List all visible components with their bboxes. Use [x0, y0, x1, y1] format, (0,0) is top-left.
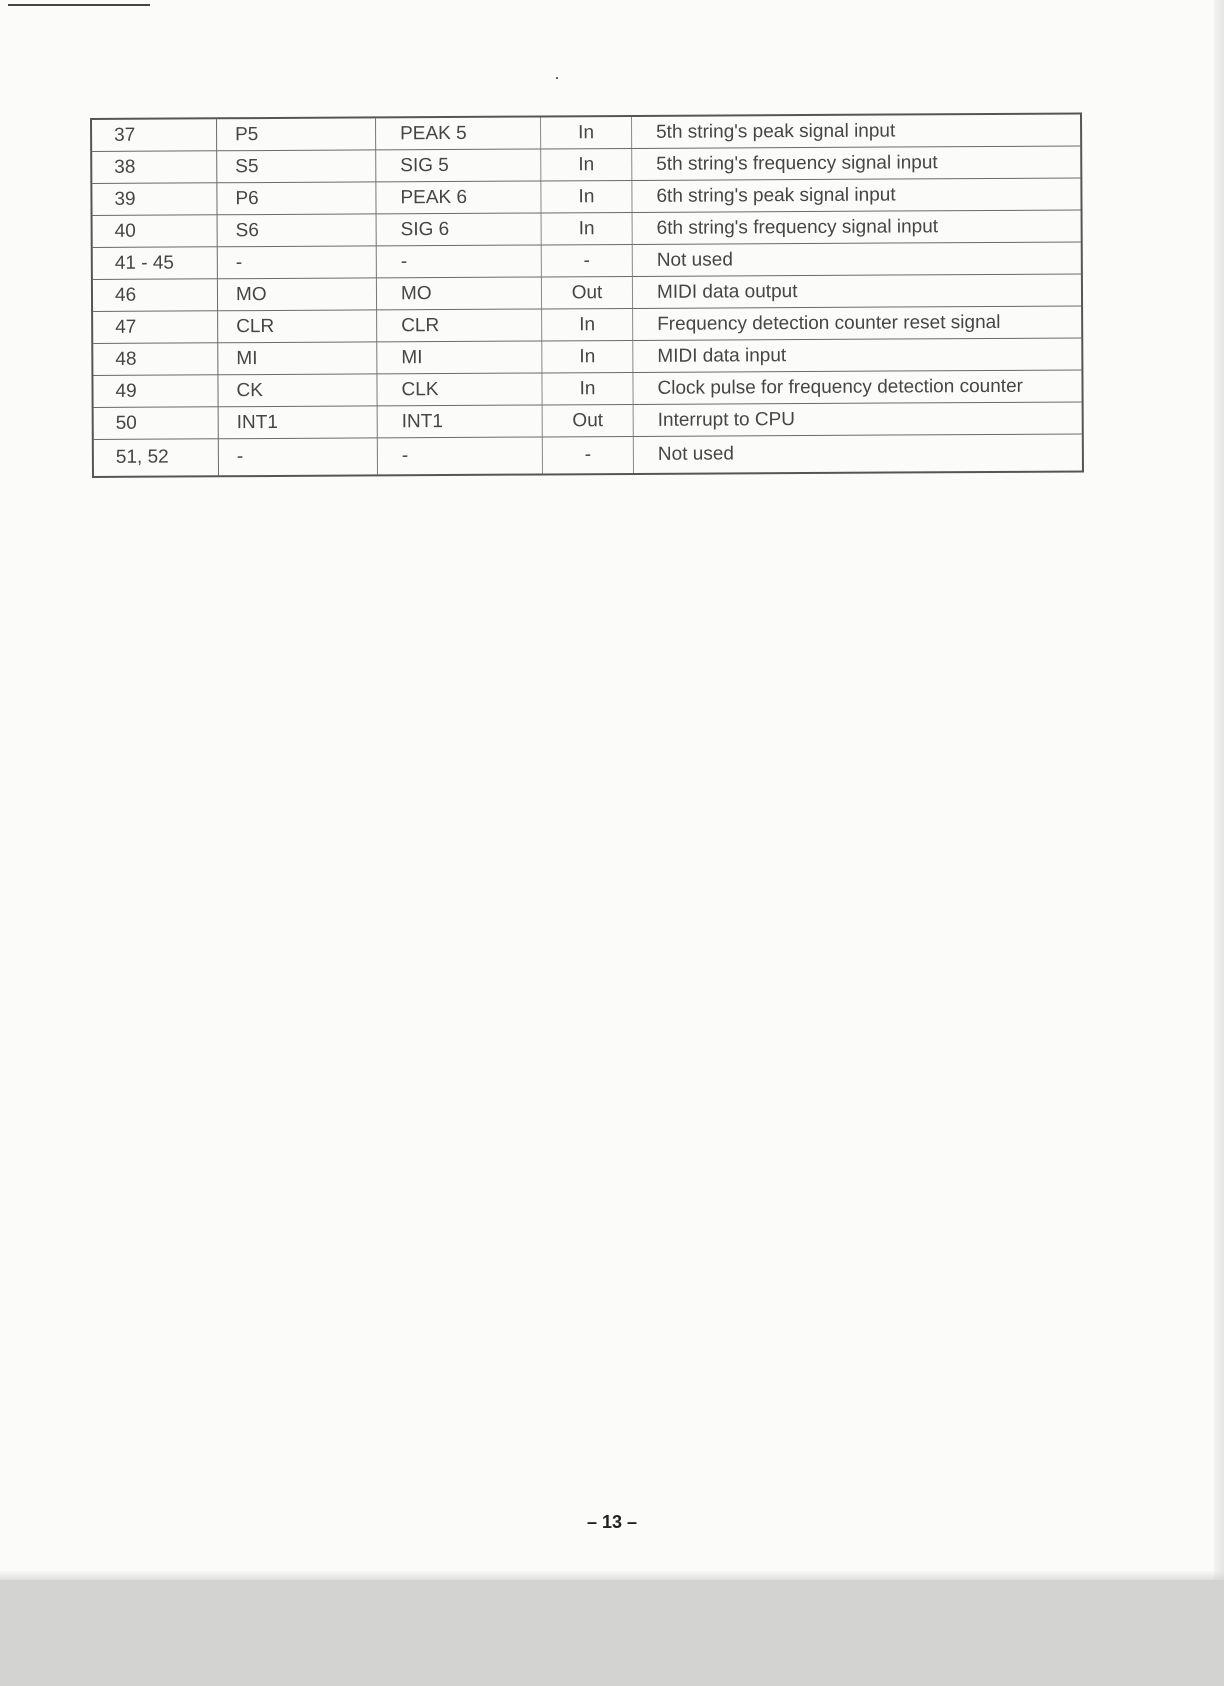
pin-number-cell: 50	[93, 407, 219, 440]
pin-description-table	[90, 112, 1084, 478]
pin-io-cell: In	[542, 340, 633, 373]
pin-number-cell: 41 - 45	[92, 247, 218, 280]
pin-symbol-cell: S6	[217, 214, 376, 247]
pin-symbol-cell: -	[218, 438, 377, 476]
pin-description-cell: MIDI data output	[632, 274, 1082, 309]
pin-name-cell: INT1	[377, 405, 542, 438]
pin-description-cell: Frequency detection counter reset signal	[633, 306, 1083, 341]
pin-io-cell: In	[540, 116, 631, 149]
pin-io-cell: In	[541, 148, 632, 181]
pin-io-cell: In	[541, 212, 632, 245]
pin-io-cell: Out	[541, 276, 632, 309]
pin-name-cell: SIG 6	[376, 213, 541, 246]
pin-number-cell: 47	[92, 311, 218, 344]
table-row	[93, 434, 1083, 477]
pin-symbol-cell: MI	[218, 342, 377, 375]
header-rule	[8, 4, 150, 6]
pin-symbol-cell: -	[217, 246, 376, 279]
pin-number-cell: 39	[91, 183, 217, 216]
pin-symbol-cell: CLR	[218, 310, 377, 343]
pin-io-cell: -	[541, 244, 632, 277]
pin-symbol-cell: S5	[217, 150, 376, 183]
page-edge	[1214, 0, 1224, 1580]
pin-name-cell: -	[377, 437, 542, 475]
pin-name-cell: CLK	[377, 373, 542, 406]
scanner-background	[0, 1580, 1224, 1686]
table-row	[91, 113, 1081, 151]
pin-symbol-cell: CK	[218, 374, 377, 407]
pin-io-cell: In	[542, 372, 633, 405]
pin-description-cell: 5th string's peak signal input	[631, 113, 1081, 148]
pin-description-cell: Clock pulse for frequency detection counter	[633, 370, 1083, 405]
pin-name-cell: PEAK 6	[376, 181, 541, 214]
pin-symbol-cell: P5	[217, 117, 376, 150]
pin-symbol-cell: P6	[217, 182, 376, 215]
pin-io-cell: In	[542, 308, 633, 341]
pin-name-cell: MO	[376, 277, 541, 310]
pin-number-cell: 38	[91, 151, 217, 184]
pin-number-cell: 46	[92, 279, 218, 312]
pin-name-cell: MI	[377, 341, 542, 374]
pin-description-cell: Not used	[632, 242, 1082, 277]
pin-symbol-cell: MO	[217, 278, 376, 311]
pin-description-cell: 6th string's frequency signal input	[632, 210, 1082, 245]
pin-io-cell: -	[542, 436, 633, 474]
pin-name-cell: SIG 5	[376, 149, 541, 182]
pin-number-cell: 37	[91, 118, 217, 151]
pin-name-cell: CLR	[377, 309, 542, 342]
pin-number-cell: 49	[92, 375, 218, 408]
pin-number-cell: 48	[92, 343, 218, 376]
pin-description-cell: MIDI data input	[633, 338, 1083, 373]
pin-number-cell: 40	[92, 215, 218, 248]
pin-number-cell: 51, 52	[93, 439, 219, 477]
pin-io-cell: Out	[542, 404, 633, 437]
pin-description-cell: 6th string's peak signal input	[632, 178, 1082, 213]
pin-symbol-cell: INT1	[218, 406, 377, 439]
pin-name-cell: -	[376, 245, 541, 278]
pin-description-cell: Not used	[633, 434, 1083, 474]
pin-description-cell: Interrupt to CPU	[633, 402, 1083, 437]
speck-mark	[556, 77, 558, 79]
pin-description-cell: 5th string's frequency signal input	[632, 146, 1082, 181]
page-number: – 13 –	[586, 1512, 638, 1532]
pin-io-cell: In	[541, 180, 632, 213]
pin-name-cell: PEAK 5	[376, 116, 541, 149]
